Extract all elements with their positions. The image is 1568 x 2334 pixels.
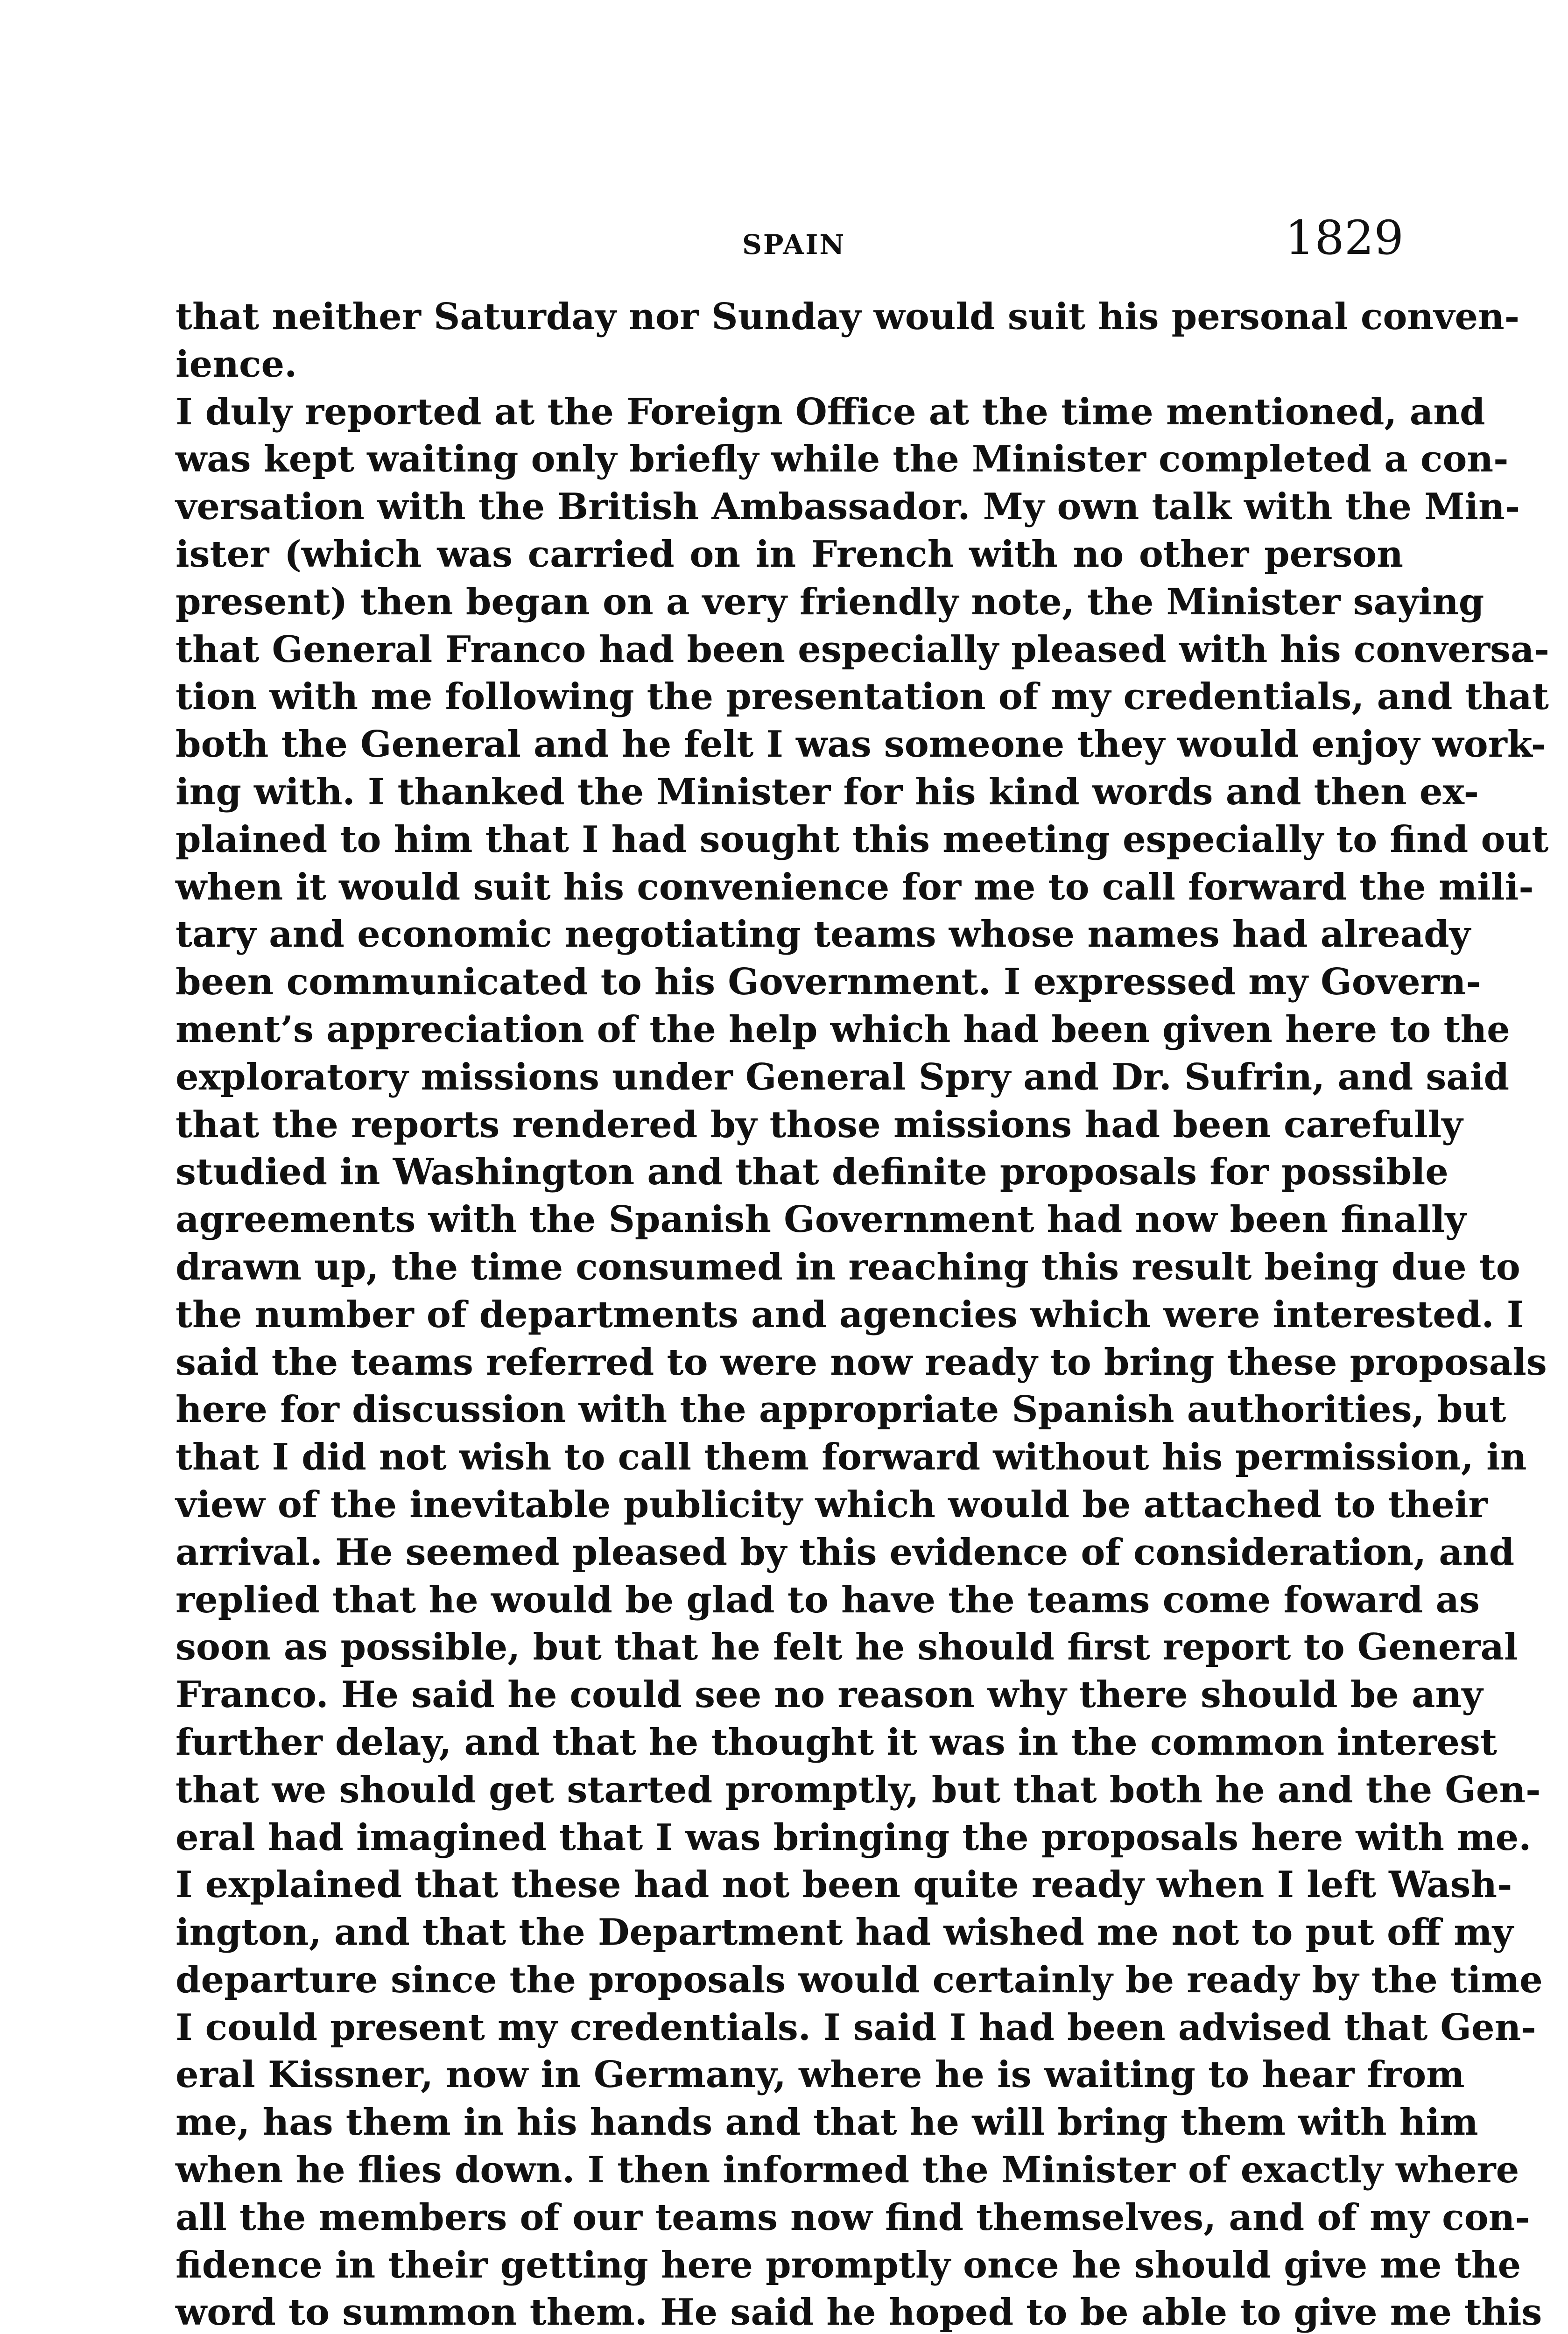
text-line: I duly reported at the Foreign Office at the time mentioned, and xyxy=(176,390,1485,433)
text-line: view of the inevitable publicity which would be attached to their xyxy=(176,1483,1488,1526)
text-line: said the teams referred to were now ready to bring these proposals xyxy=(176,1341,1547,1384)
text-line: ience. xyxy=(176,343,297,386)
text-line: I could present my credentials. I said I had been advised that Gen- xyxy=(176,2006,1536,2049)
text-line: ington, and that the Department had wished me not to put off my xyxy=(176,1911,1514,1954)
text-line: when he flies down. I then informed the Minister of exactly where xyxy=(176,2149,1519,2192)
text-line: ment’s appreciation of the help which had been given here to the xyxy=(176,1008,1510,1051)
text-line: arrival. He seemed pleased by this evidence of consideration, and xyxy=(176,1531,1515,1574)
body-text xyxy=(176,293,1549,2334)
page-number: 1829 xyxy=(1285,211,1404,265)
text-line: eral Kissner, now in Germany, where he is waiting to hear from xyxy=(176,2053,1465,2096)
text-line: drawn up, the time consumed in reaching this result being due to xyxy=(176,1245,1520,1288)
running-head xyxy=(0,211,1568,271)
text-line: was kept waiting only briefly while the Minister completed a con- xyxy=(176,438,1509,481)
text-line: replied that he would be glad to have the teams come foward as xyxy=(176,1578,1480,1621)
text-line: been communicated to his Government. I expressed my Govern- xyxy=(176,961,1481,1004)
text-line: versation with the British Ambassador. My own talk with the Min- xyxy=(176,485,1520,528)
running-title: SPAIN xyxy=(742,229,846,260)
text-line: eral had imagined that I was bringing the proposals here with me. xyxy=(176,1816,1532,1859)
text-line: that neither Saturday nor Sunday would suit his personal conven- xyxy=(176,295,1520,338)
text-line: agreements with the Spanish Government had now been finally xyxy=(176,1198,1466,1241)
text-line: I explained that these had not been quite ready when I left Wash- xyxy=(176,1863,1512,1906)
text-line: ister (which was carried on in French with no other person xyxy=(176,533,1403,576)
text-line: that the reports rendered by those missions had been carefully xyxy=(176,1103,1463,1146)
text-line: soon as possible, but that he felt he should first report to General xyxy=(176,1626,1518,1669)
text-line: fidence in their getting here promptly once he should give me the xyxy=(176,2243,1521,2286)
text-line: tion with me following the presentation of my credentials, and that xyxy=(176,675,1549,718)
text-line: present) then began on a very friendly note, the Minister saying xyxy=(176,580,1484,623)
text-line: ing with. I thanked the Minister for his kind words and then ex- xyxy=(176,770,1479,813)
text-line: departure since the proposals would certainly be ready by the time xyxy=(176,1958,1543,2001)
text-line: that we should get started promptly, but that both he and the Gen- xyxy=(176,1768,1541,1811)
text-line: exploratory missions under General Spry and Dr. Sufrin, and said xyxy=(176,1055,1510,1098)
text-line: the number of departments and agencies which were interested. I xyxy=(176,1293,1524,1336)
text-line: studied in Washington and that definite proposals for possible xyxy=(176,1151,1448,1194)
text-line: tary and economic negotiating teams whose names had already xyxy=(176,913,1471,956)
text-line: further delay, and that he thought it was in the common interest xyxy=(176,1721,1498,1764)
text-line: here for discussion with the appropriate Spanish authorities, but xyxy=(176,1388,1506,1431)
text-line: that General Franco had been especially pleased with his conversa- xyxy=(176,628,1549,671)
text-line: both the General and he felt I was someone they would enjoy work- xyxy=(176,723,1547,766)
text-line: that I did not wish to call them forward without his permission, in xyxy=(176,1436,1527,1479)
text-line: all the members of our teams now find themselves, and of my con- xyxy=(176,2196,1530,2239)
text-line: me, has them in his hands and that he will bring them with him xyxy=(176,2101,1478,2144)
text-line: Franco. He said he could see no reason why there should be any xyxy=(176,1673,1483,1716)
text-line: word to summon them. He said he hoped to be able to give me this xyxy=(176,2291,1542,2334)
text-line: when it would suit his convenience for me to call forward the mili- xyxy=(176,865,1534,908)
text-line: plained to him that I had sought this meeting especially to find out xyxy=(176,818,1549,861)
